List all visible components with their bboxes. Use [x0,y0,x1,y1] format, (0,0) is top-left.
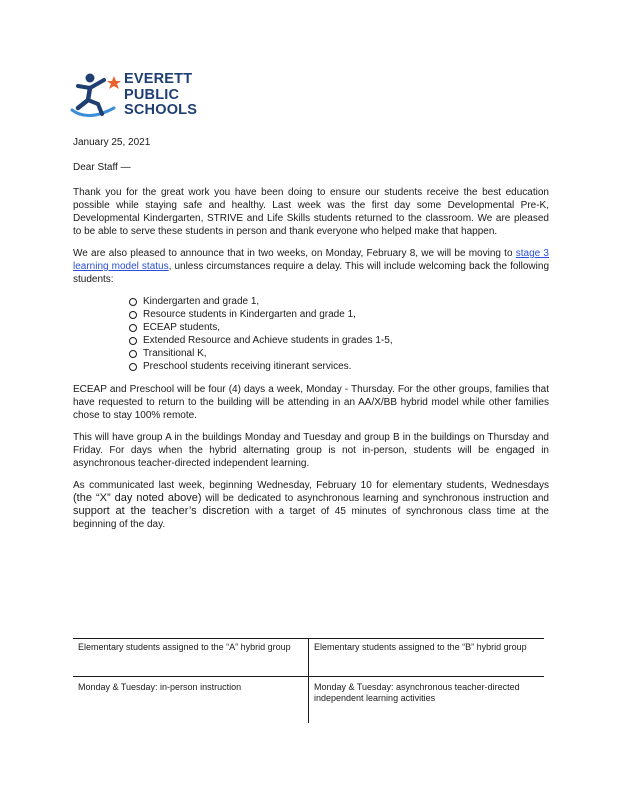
group-a-header: Elementary students assigned to the “A” hybrid group [73,639,309,677]
logo-line-everett: EVERETT [124,71,193,87]
announcement-text-end: , unless circumstances require a delay. This will include welcoming back the following students: [73,261,549,285]
letter-body [73,136,549,540]
wednesday-text-e: with a target of 45 minutes of synchronous class time at the beginning of the day. [73,506,549,530]
paragraph-wednesdays [73,479,549,531]
hybrid-groups-table [73,638,544,723]
table-row [73,639,544,677]
wednesday-text-a: As communicated last week, beginning Wednesday, February 10 for elementary students, Wednesdays [73,480,549,491]
list-item: Transitional K, [129,347,549,360]
list-item: Preschool students receiving itinerant services. [129,360,549,373]
district-logo [72,72,212,126]
paragraph-announcement [73,247,549,286]
paragraph-thanks: Thank you for the great work you have been doing to ensure our students receive the best education possible while staying safe and healthy. Last week was the first day some Developmental Pre-K, Developmental Kindergarten, STRIVE and Life Skills students returned to the classroom. We are pleased to be able to serve these students in person and thank everyone who helped make that happen. [73,187,549,237]
returning-students-list [129,295,549,373]
letter-greeting: Dear Staff — [73,162,131,173]
list-item: ECEAP students, [129,321,549,334]
group-b-header: Elementary students assigned to the “B” hybrid group [309,639,545,677]
logo-line-schools: SCHOOLS [124,102,198,118]
list-item: Kindergarten and grade 1, [129,295,549,308]
logo-line-public: PUBLIC [124,86,180,103]
wednesday-text-c: will be dedicated to asynchronous learning and synchronous instruction and [201,493,549,504]
paragraph-groups: This will have group A in the buildings Monday and Tuesday and group B in the buildings on Thursday and Friday. For days when the hybrid alternating group is not in-person, students will be engaged in asynchronous teacher-directed independent learning. [73,432,549,469]
runner-logo-icon [68,70,128,126]
paragraph-eceap: ECEAP and Preschool will be four (4) days a week, Monday - Thursday. For the other groups, families that have requested to return to the building will be attending in an AA/X/BB hybrid model while other families chose to stay 100% remote. [73,384,549,421]
stage-3-link[interactable]: stage 3 learning model status [73,248,549,272]
list-item: Extended Resource and Achieve students in grades 1-5, [129,334,549,347]
teacher-discretion-note: support at the teacher’s discretion [73,505,250,517]
x-day-note: (the “X” day noted above) [73,492,202,504]
group-b-schedule: Monday & Tuesday: asynchronous teacher-directed independent learning activities [309,677,545,723]
list-item: Resource students in Kindergarten and grade 1, [129,308,549,321]
letter-date: January 25, 2021 [73,137,151,148]
group-a-schedule: Monday & Tuesday: in-person instruction [73,677,309,723]
table-row [73,677,544,723]
announcement-text-start: We are also pleased to announce that in two weeks, on Monday, February 8, we will be moving to [73,248,516,259]
